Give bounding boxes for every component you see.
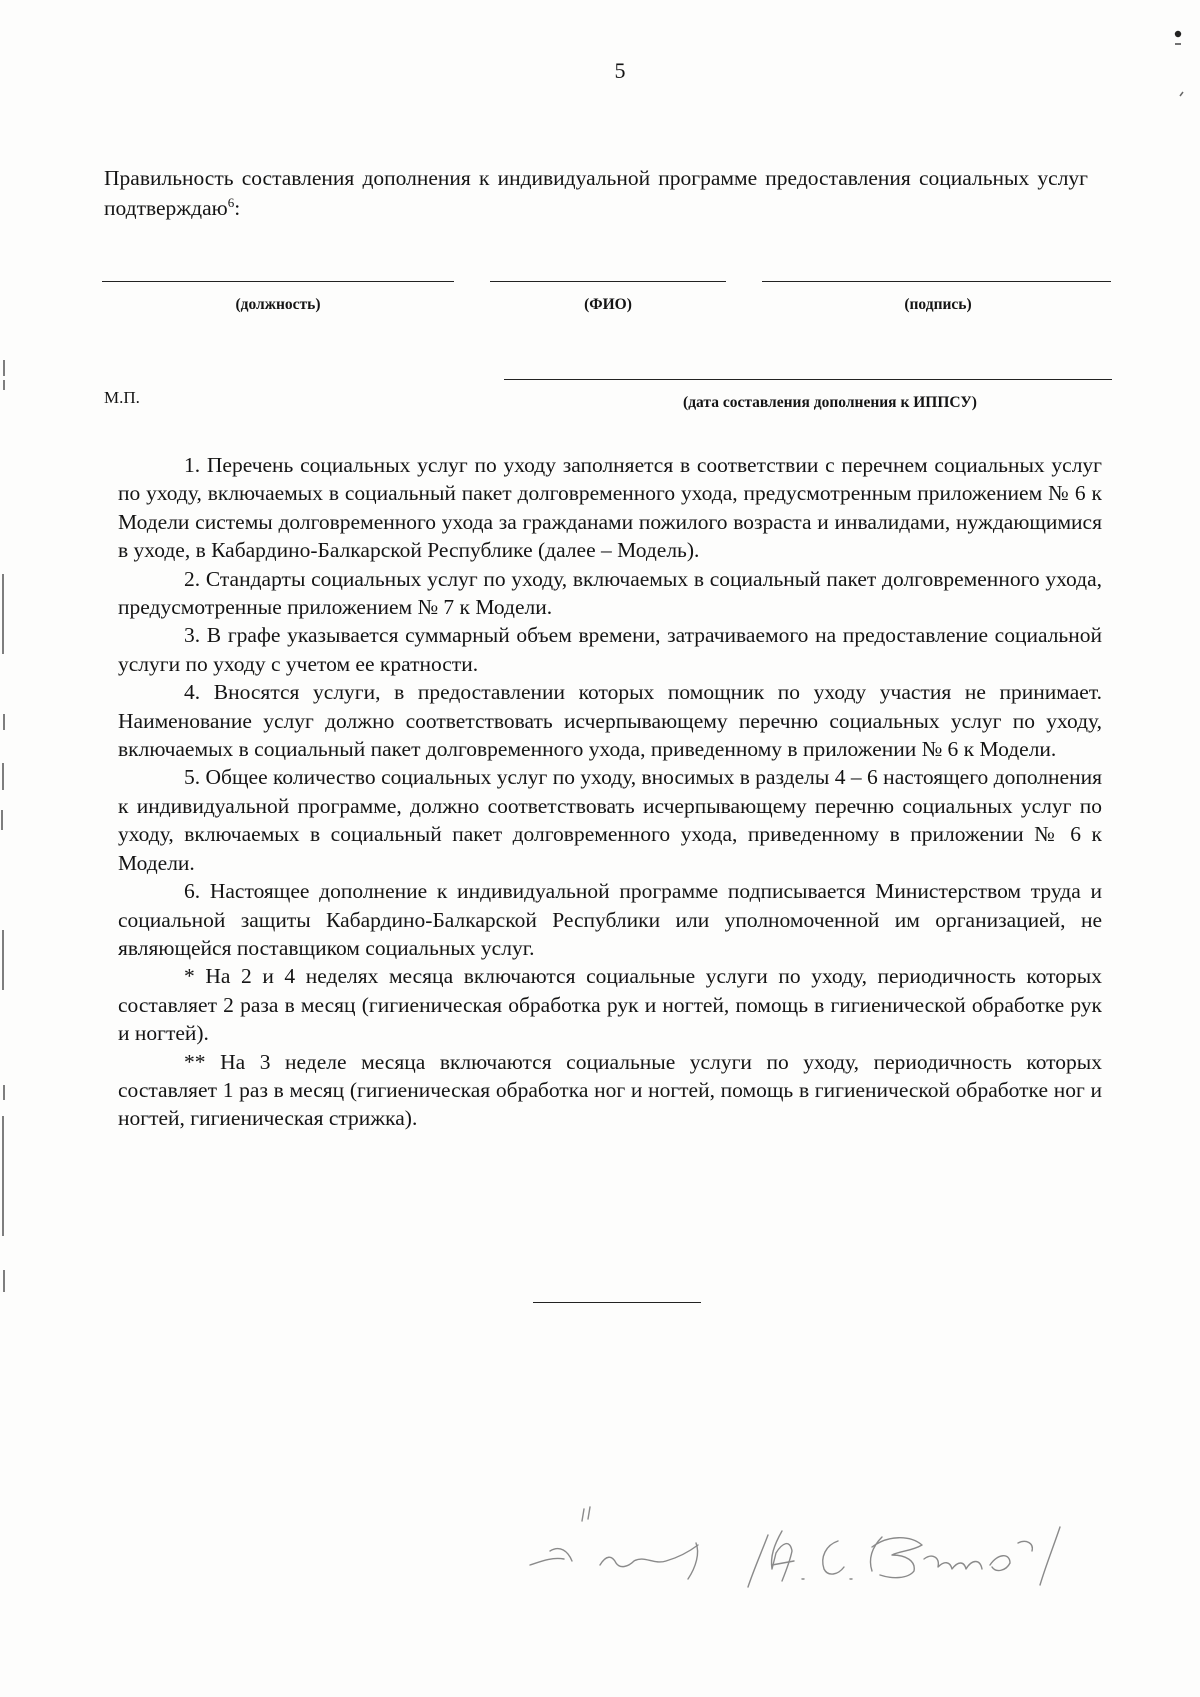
notes-list: [118, 451, 1102, 1133]
date-line: [504, 379, 1112, 380]
note-1: 1. Перечень социальных услуг по уходу заполняется в соответствии с перечнем социальных услуг по уходу, включаемых в социальный пакет долговременного ухода, предусмотренным приложением № 6 к Модели системы долговременного ухода за гражданами пожилого возраста и инвалидами, нуждающимися в уходе, в Кабардино-Балкарской Республике (далее – Модель).: [118, 453, 1102, 563]
position-line: [102, 281, 454, 282]
note-single-asterisk: * На 2 и 4 неделях месяца включаются социальные услуги по уходу, периодичность которых составляет 2 раза в месяц (гигиеническая обработка рук и ногтей, помощь в гигиенической обработке рук и ногтей).: [118, 964, 1102, 1046]
position-label: (должность): [235, 296, 321, 313]
date-label: (дата составления дополнения к ИППСУ): [683, 394, 977, 411]
note-6: 6. Настоящее дополнение к индивидуальной программе подписывается Министерством труда и социальной защиты Кабардино-Балкарской Республики или уполномоченной им организацией, не являющейся поставщиком социальных услуг.: [118, 879, 1102, 960]
signature-label: (подпись): [904, 296, 972, 313]
name-line: [490, 281, 726, 282]
page-number: 5: [614, 58, 626, 83]
note-3: 3. В графе указывается суммарный объем времени, затрачиваемого на предоставление социальной услуги по уходу с учетом ее кратности.: [118, 623, 1102, 676]
confirmation-colon: :: [234, 196, 241, 220]
confirmation-text: Правильность составления дополнения к индивидуальной программе предоставления социальных услуг подтверждаю: [104, 166, 1088, 220]
note-double-asterisk: ** На 3 неделе месяца включаются социальные услуги по уходу, периодичность которых составляет 1 раз в месяц (гигиеническая обработка ног и ногтей, помощь в гигиенической обработке ног и ногтей, гигиеническая стрижка).: [118, 1049, 1102, 1131]
note-5: 5. Общее количество социальных услуг по уходу, вносимых в разделы 4 – 6 настоящего дополнения к индивидуальной программе, должно соответствовать исчерпывающему перечню социальных услуг по уходу, включаемых в социальный пакет долговременного ухода, приведенному в приложении № 6 к Модели.: [118, 765, 1102, 875]
end-divider: [533, 1302, 701, 1303]
note-4: 4. Вносятся услуги, в предоставлении которых помощник по уходу участия не принимает. Наименование услуг должно соответствовать исчерпывающему перечню социальных услуг по уходу, включаемых в социальный пакет долговременного ухода, приведенному в приложении № 6 к Модели.: [118, 680, 1102, 762]
footnote-reference: 6: [227, 195, 235, 210]
note-2: 2. Стандарты социальных услуг по уходу, включаемых в социальный пакет долговременного ухода, предусмотренные приложением № 7 к Модели.: [118, 566, 1102, 620]
stamp-place-label: М.П.: [104, 388, 140, 407]
name-label: (ФИО): [584, 296, 632, 313]
signature-line: [762, 281, 1111, 282]
confirmation-statement: [104, 163, 1088, 223]
handwritten-signature: [520, 1495, 1160, 1595]
